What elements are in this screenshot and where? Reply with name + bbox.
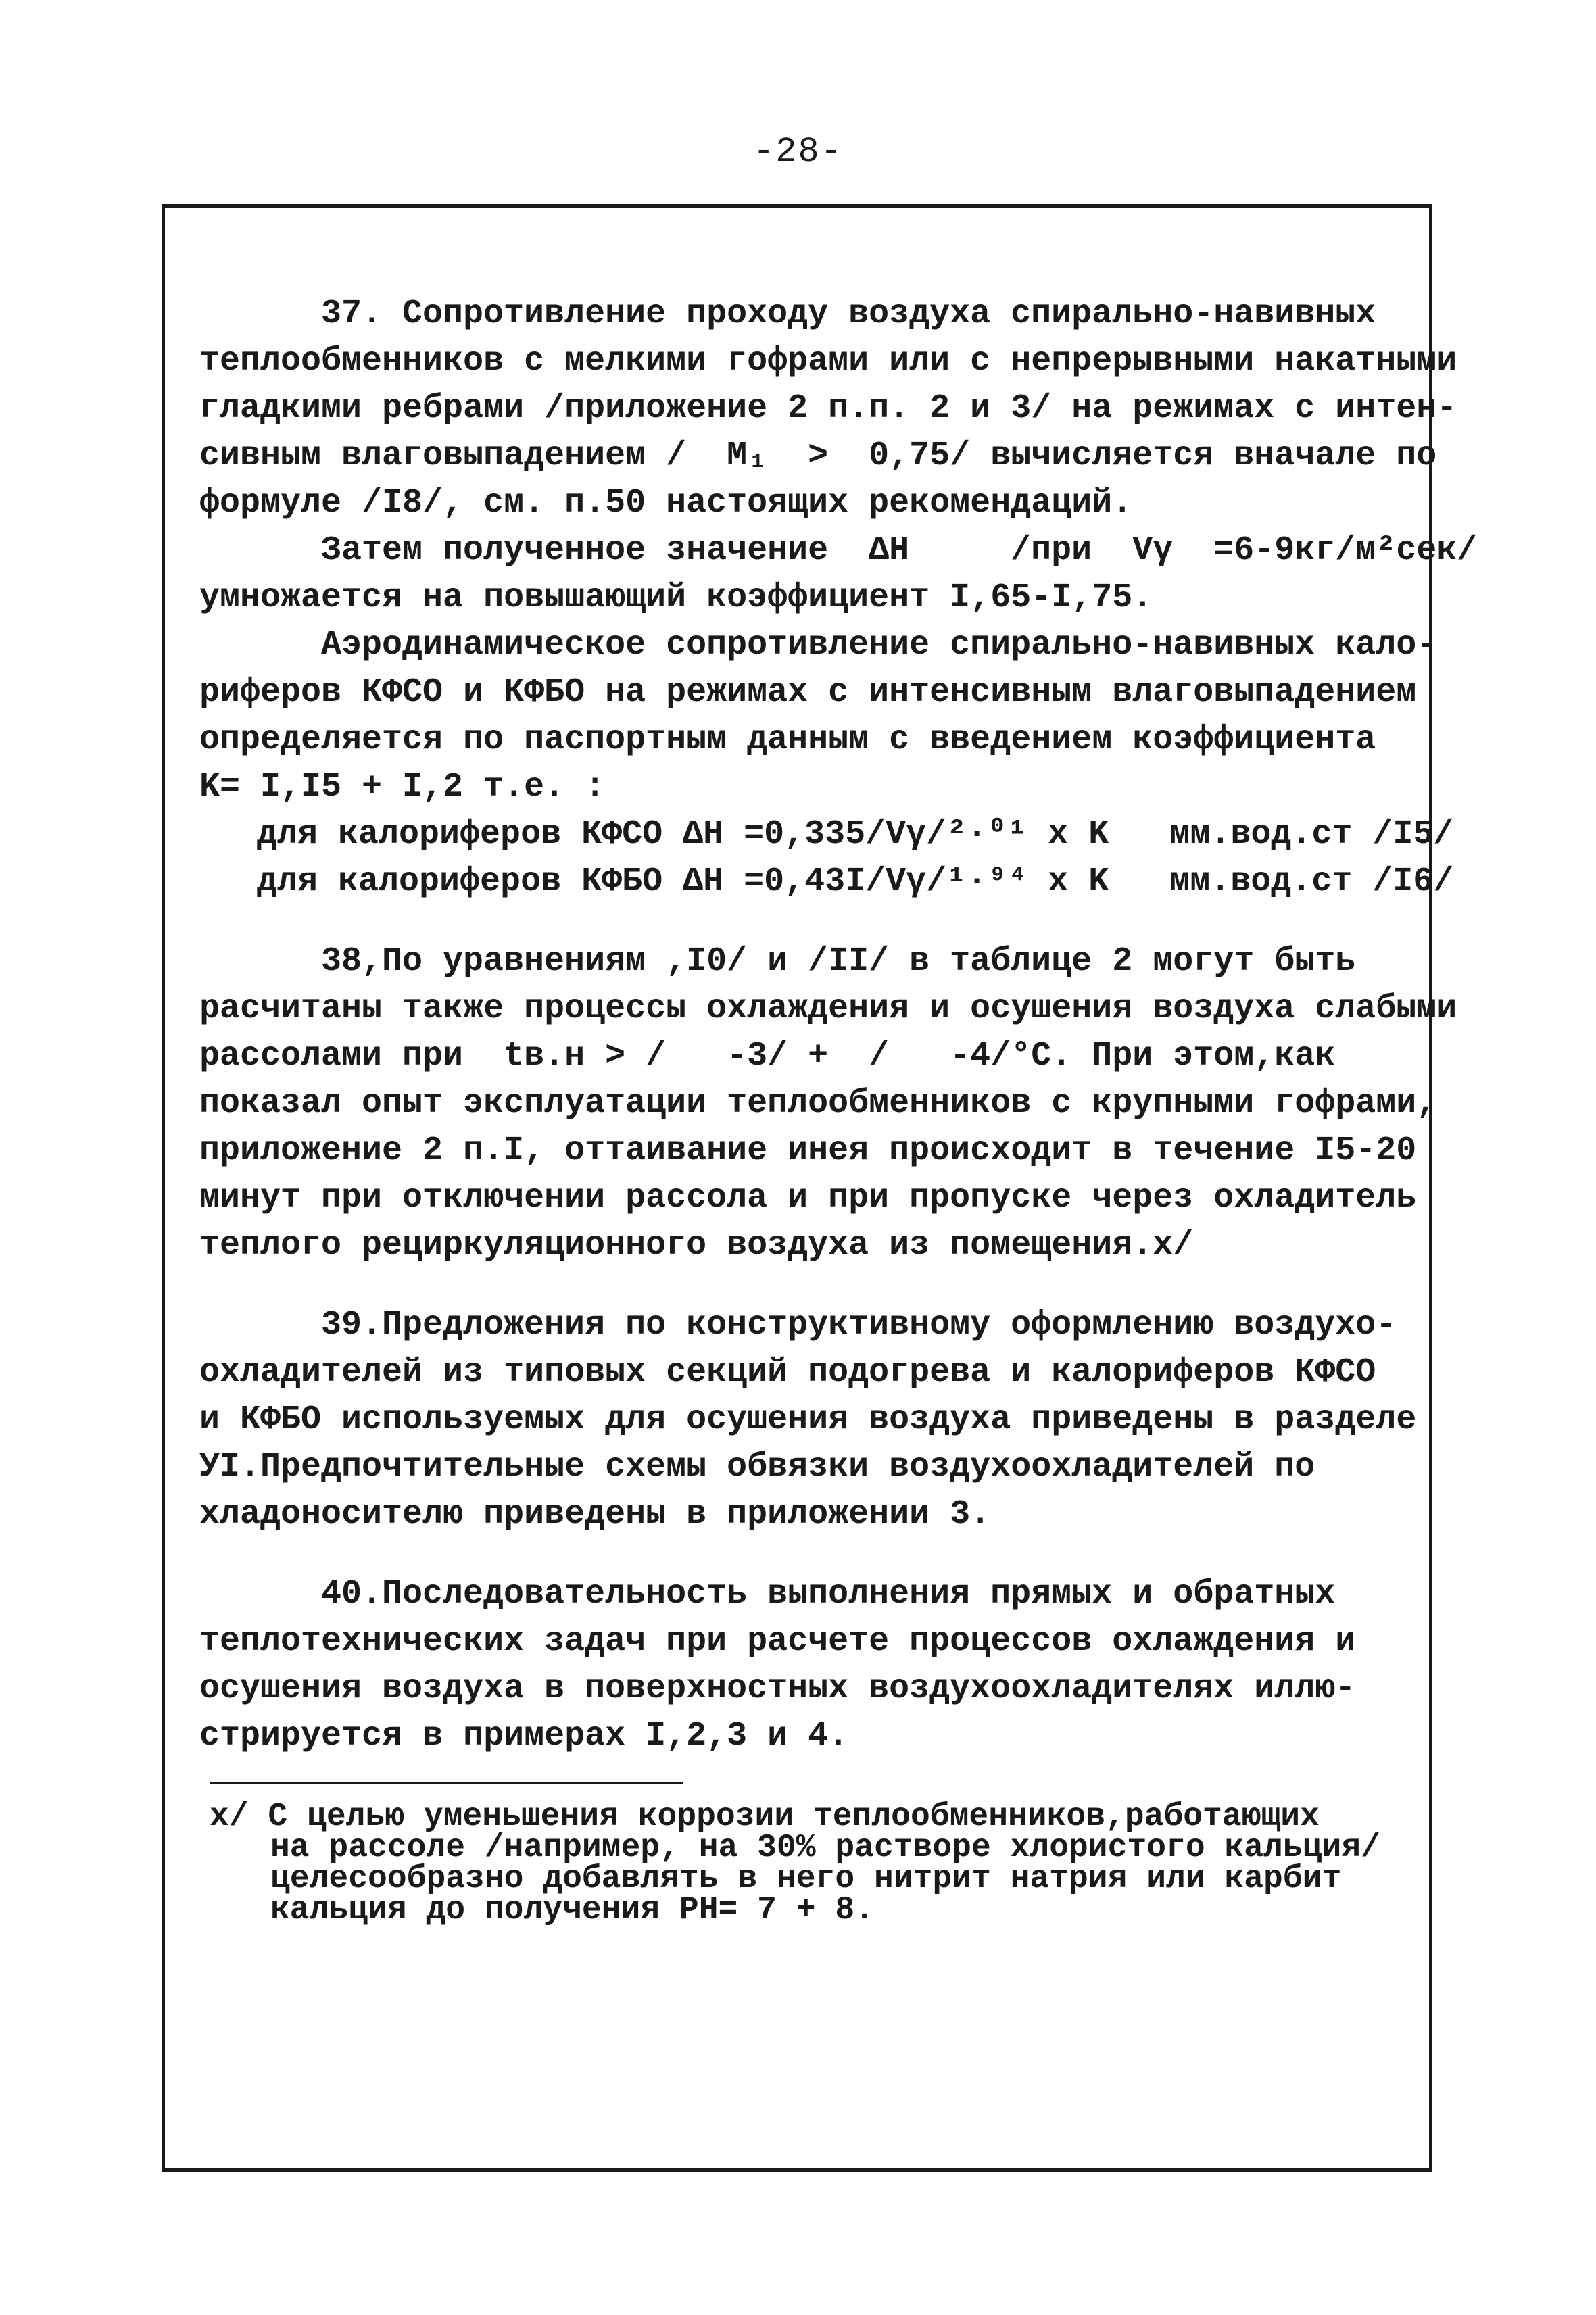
- p38-line: теплого рециркуляционного воздуха из помещения.х/: [199, 1226, 1194, 1265]
- footnote: [210, 1801, 1413, 1926]
- p39-line: хладоносителю приведены в приложении 3.: [199, 1495, 991, 1534]
- p37-line: 37. Сопротивление проходу воздуха спирально-навивных: [321, 295, 1376, 333]
- formula-16: для калориферов КФБО ΔH =0,43I/Vγ/¹·⁹⁴ x K мм.вод.ст /I6/: [257, 862, 1454, 901]
- p37-line: теплообменников с мелкими гофрами или с непрерывными накатными: [199, 342, 1457, 381]
- document-body: [199, 291, 1478, 1760]
- p37b-line: Затем полученное значение ΔH /при Vγ =6-9кг/м²сек/: [321, 531, 1478, 570]
- footnote-line: целесообразно добавлять в него нитрит натрия или карбит: [270, 1861, 1342, 1897]
- p37c-line: Аэродинамическое сопротивление спирально-навивных кало-: [321, 626, 1437, 664]
- p37c-line: определяется по паспортным данным с введением коэффициента: [199, 721, 1376, 759]
- footnote-line: х/ С целью уменьшения коррозии теплообменников,работающих: [210, 1799, 1320, 1835]
- p39-line: и КФБО используемых для осушения воздуха приведены в разделе: [199, 1400, 1417, 1439]
- p40-line: теплотехнических задач при расчете процессов охлаждения и: [199, 1622, 1356, 1661]
- p40-line: 40.Последовательность выполнения прямых и обратных: [321, 1575, 1336, 1613]
- p37b-line: умножается на повышающий коэффициент I,65-I,75.: [199, 579, 1153, 617]
- p37-line: формуле /I8/, см. п.50 настоящих рекомендаций.: [199, 484, 1133, 522]
- footnote-line: кальция до получения РН= 7 + 8.: [270, 1892, 874, 1928]
- page-number: -28-: [753, 132, 843, 172]
- footnote-line: на рассоле /например, на 30% растворе хлористого кальция/: [270, 1830, 1380, 1866]
- p38-line: расчитаны также процессы охлаждения и осушения воздуха слабыми: [199, 990, 1457, 1028]
- p37-line: гладкими ребрами /приложение 2 п.п. 2 и 3/ на режимах с интен-: [199, 389, 1457, 428]
- p40-line: стрируется в примерах I,2,3 и 4.: [199, 1717, 849, 1755]
- footnote-separator: [210, 1782, 683, 1784]
- formula-15: для калориферов КФСО ΔH =0,335/Vγ/²·⁰¹ x K мм.вод.ст /I5/: [257, 815, 1454, 854]
- p39-line: охладителей из типовых секций подогрева и калориферов КФСО: [199, 1353, 1376, 1392]
- p38-line: 38,По уравнениям ,I0/ и /II/ в таблице 2 могут быть: [321, 942, 1356, 981]
- p39-line: 39.Предложения по конструктивному оформлению воздухо-: [321, 1306, 1397, 1344]
- p37c-line: K= I,I5 + I,2 т.е. :: [199, 768, 606, 806]
- p40-line: осушения воздуха в поверхностных воздухоохладителях иллю-: [199, 1670, 1356, 1708]
- p37c-line: риферов КФСО и КФБО на режимах с интенсивным влаговыпадением: [199, 673, 1417, 712]
- p38-line: приложение 2 п.I, оттаивание инея происходит в течение I5-20: [199, 1131, 1417, 1170]
- p37-line: сивным влаговыпадением / M₁ > 0,75/ вычисляется вначале по: [199, 437, 1437, 475]
- p38-line: минут при отключении рассола и при пропуске через охладитель: [199, 1179, 1417, 1217]
- p38-line: рассолами при tв.н > / -3/ + / -4/°С. При этом,как: [199, 1037, 1336, 1075]
- p39-line: УI.Предпочтительные схемы обвязки воздухоохладителей по: [199, 1448, 1315, 1486]
- p38-line: показал опыт эксплуатации теплообменников с крупными гофрами,: [199, 1084, 1437, 1123]
